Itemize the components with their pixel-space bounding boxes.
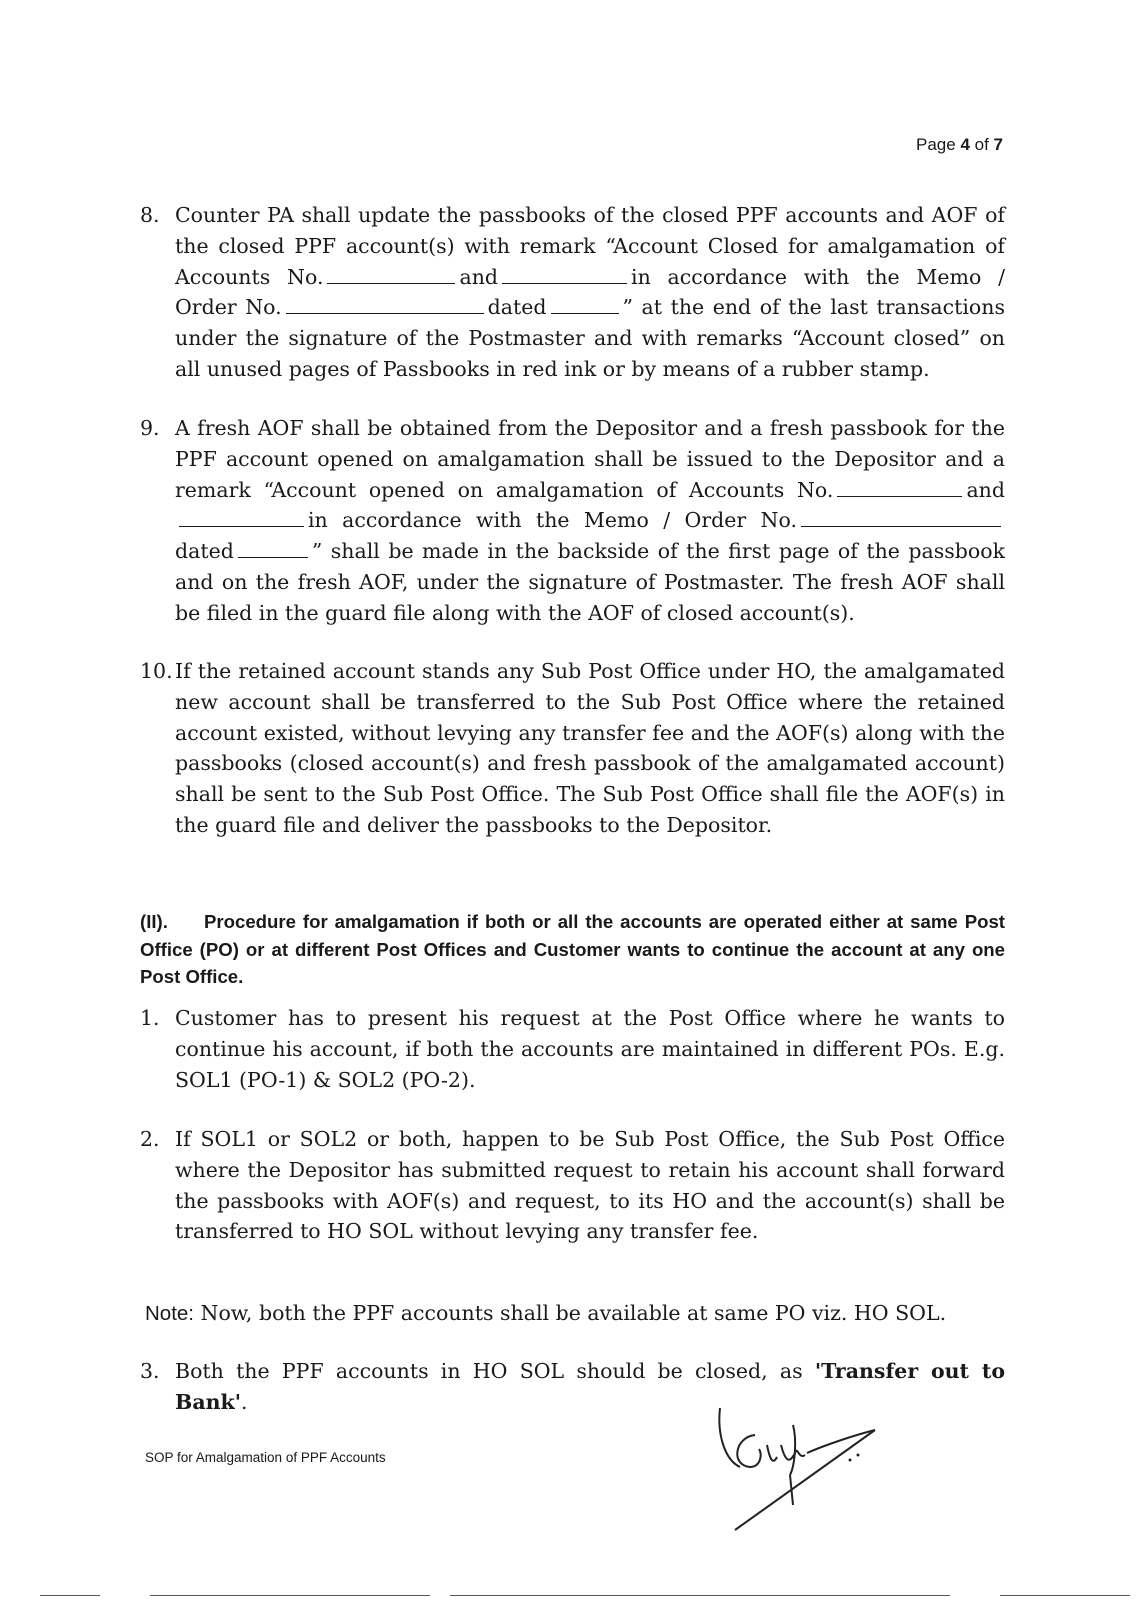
note-text: Now, both the PPF accounts shall be available at same PO viz. HO SOL. [200, 1301, 947, 1325]
section-number: (II). [140, 911, 168, 932]
list-item-10: 10. If the retained account stands any Sub Post Office under HO, the amalgamated new account shall be transferred to the Sub Post Office where the retained account existed, without levying any transfer fee and the AOF(s) along with the passbooks (closed account(s) and fresh passbook of the amalgamated account) shall be sent to the Sub Post Office. The Sub Post Office shall file the AOF(s) in the guard file and deliver the passbooks to the Depositor. [140, 656, 1005, 841]
item-number: 10. [140, 659, 173, 683]
item-number: 2. [140, 1127, 160, 1151]
blank-line [837, 475, 962, 497]
emphasis-text: 'Transfer out to Bank' [175, 1359, 1005, 1414]
blank-line [286, 293, 484, 315]
blank-line [238, 537, 308, 559]
blank-line [502, 262, 627, 284]
blank-line [551, 293, 619, 315]
blank-line [327, 262, 455, 284]
list-item-3: 3. Both the PPF accounts in HO SOL should be closed, as 'Transfer out to Bank'. [140, 1356, 1005, 1418]
item-number: 9. [140, 416, 160, 440]
footer-text: SOP for Amalgamation of PPF Accounts [145, 1450, 386, 1465]
scan-artifact-line [150, 1595, 430, 1596]
note-label: Note: [145, 1302, 194, 1325]
scan-artifact-line [40, 1595, 100, 1596]
item-number: 8. [140, 203, 160, 227]
list-item-8: 8. Counter PA shall update the passbooks of the closed PPF accounts and AOF of the closed PPF account(s) with remark “Account Closed for amalgamation of Accounts No. and in accordance with the Memo / Order No. dated ” at the end of the last transactions under the signature of the Postmaster and with remarks “Account closed” on all unused pages of Passbooks in red ink or by means of a rubber stamp. [140, 200, 1005, 385]
blank-line [179, 506, 304, 528]
item-number: 3. [140, 1359, 160, 1383]
page-current: 4 [960, 135, 970, 154]
scan-artifact-line [1000, 1595, 1130, 1596]
blank-line [801, 506, 1001, 528]
handwritten-signature [715, 1405, 905, 1544]
list-item-2: 2. If SOL1 or SOL2 or both, happen to be Sub Post Office, the Sub Post Office where the Depositor has submitted request to retain his account shall forward the passbooks with AOF(s) and request, to its HO and the account(s) shall be transferred to HO SOL without levying any transfer fee. [140, 1124, 1005, 1247]
list-item-9: 9. A fresh AOF shall be obtained from the Depositor and a fresh passbook for the PPF account opened on amalgamation shall be issued to the Depositor and a remark “Account opened on amalgamation of Accounts No. andin accordance with the Memo / Order No.dated ” shall be made in the backside of the first page of the passbook and on the fresh AOF, under the signature of Postmaster. The fresh AOF shall be filed in the guard file along with the AOF of closed account(s). [140, 413, 1005, 629]
page-total: 7 [993, 135, 1003, 154]
page-number: Page 4 of 7 [916, 135, 1003, 154]
note [145, 1298, 946, 1329]
section-heading [140, 908, 1005, 991]
section-title: Procedure for amalgamation if both or all the accounts are operated either at same Post Office (PO) or at different Post Offices and Customer wants to continue the account at any one Post Office. [140, 911, 1005, 987]
list-item-1: 1. Customer has to present his request at the Post Office where he wants to continue his account, if both the accounts are maintained in different POs. E.g. SOL1 (PO-1) & SOL2 (PO-2). [140, 1003, 1005, 1095]
item-number: 1. [140, 1006, 160, 1030]
scan-artifact-line [450, 1595, 950, 1596]
